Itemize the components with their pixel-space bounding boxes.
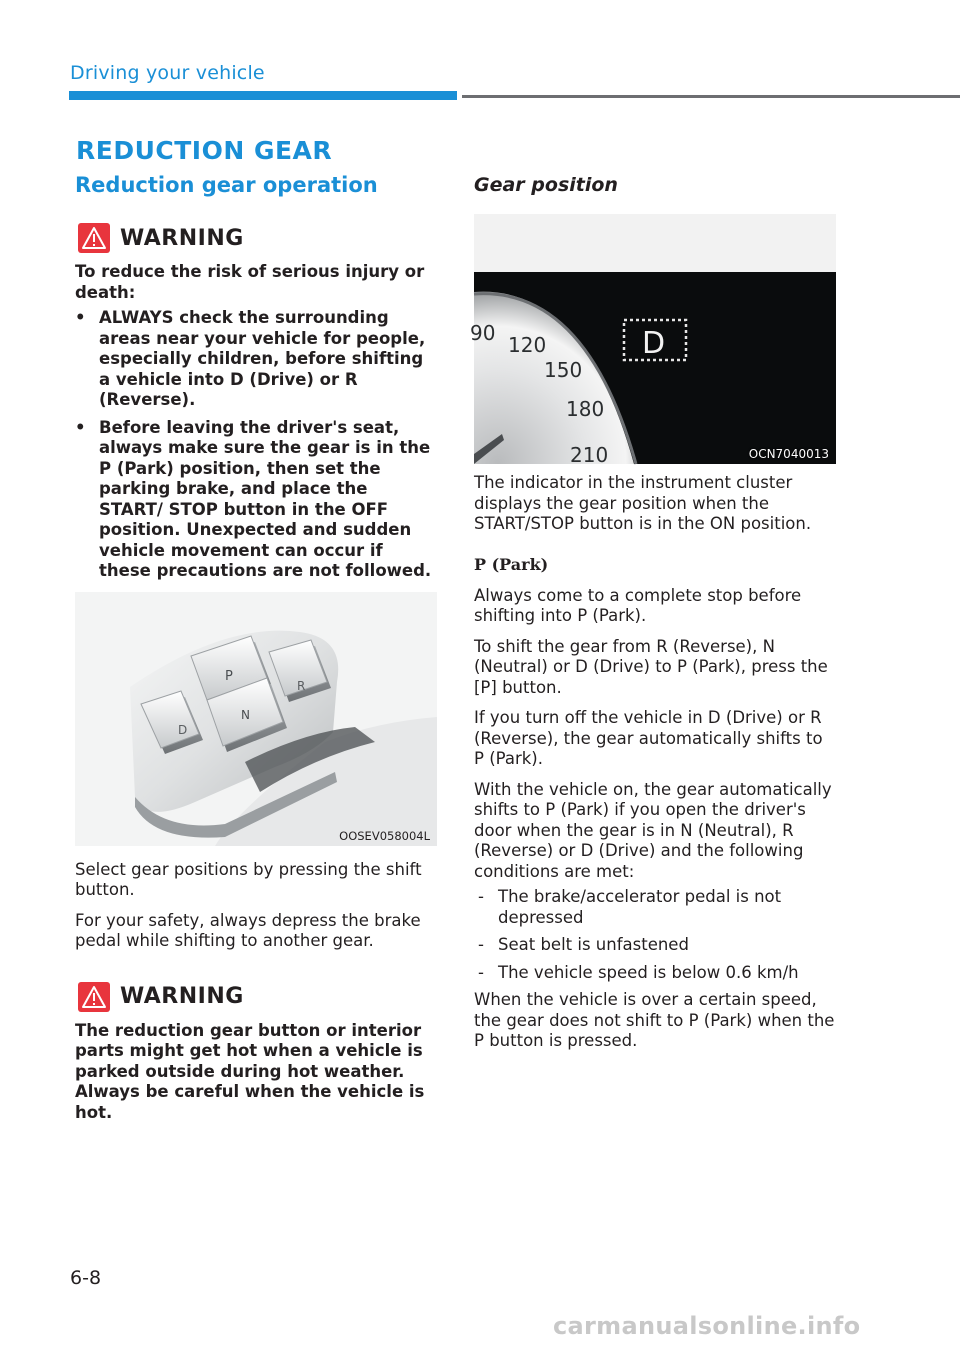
watermark: carmanualsonline.info xyxy=(553,1312,861,1340)
condition-item: - The brake/accelerator pedal is not depressed xyxy=(474,887,836,928)
subsection-title: Reduction gear operation xyxy=(75,173,378,197)
subsection-title: Gear position xyxy=(474,174,618,196)
right-column xyxy=(470,170,836,1052)
gear-button-photo xyxy=(75,592,437,846)
park-heading: P (Park) xyxy=(474,554,549,574)
gear-indicator: D xyxy=(642,326,666,361)
warning-label: WARNING xyxy=(120,225,244,251)
body-paragraph: To shift the gear from R (Reverse), N (Neutral) or D (Drive) to P (Park), press the [P] button. xyxy=(474,636,828,697)
body-paragraph: For your safety, always depress the brake pedal while shifting to another gear. xyxy=(75,910,421,950)
warning-text: The reduction gear button or interior parts might get hot when a vehicle is parked outside during hot weather. Always be careful when the vehicle is hot. xyxy=(75,1020,425,1122)
body-paragraph: The indicator in the instrument cluster displays the gear position when the START/STOP button is in the ON position. xyxy=(474,473,812,533)
gear-button-n-label: N xyxy=(241,707,250,722)
left-column xyxy=(75,170,437,1123)
body-paragraph: With the vehicle on, the gear automatically shifts to P (Park) if you open the driver's door when the gear is in N (Neutral), R (Reverse) or D (Drive) and the following conditions are met: xyxy=(474,779,832,881)
header-rule-gray xyxy=(462,95,960,98)
speed-label: 150 xyxy=(544,358,583,382)
warning-item: • Before leaving the driver's seat, always make sure the gear is in the P (Park) position, then set the parking brake, and place the START/ STOP button in the OFF position. Unexpected and sudden vehicle movement can occur if these precautions are not followed. xyxy=(75,418,437,582)
warning-item: • ALWAYS check the surrounding areas near your vehicle for people, especially children, before shifting a vehicle into D (Drive) or R (Reverse). xyxy=(75,308,437,411)
running-header: Driving your vehicle xyxy=(70,62,265,84)
body-paragraph: If you turn off the vehicle in D (Drive) or R (Reverse), the gear automatically shifts to P (Park). xyxy=(474,708,823,768)
warning-label: WARNING xyxy=(120,984,244,1009)
speed-label: 180 xyxy=(566,397,605,421)
warning-intro: To reduce the risk of serious injury or death: xyxy=(75,262,425,302)
page-number: 6-8 xyxy=(70,1267,102,1289)
gear-button-d-label: D xyxy=(178,722,188,737)
figure-code: OCN7040013 xyxy=(748,447,829,461)
instrument-cluster-photo xyxy=(470,214,836,467)
condition-item: - The vehicle speed is below 0.6 km/h xyxy=(474,963,836,984)
warning-triangle-icon xyxy=(78,223,110,253)
figure-code: OOSEV058004L xyxy=(339,828,430,843)
body-paragraph: When the vehicle is over a certain speed, the gear does not shift to P (Park) when the P button is pressed. xyxy=(474,990,835,1050)
speed-label: 120 xyxy=(508,333,547,357)
gear-button-r-label: R xyxy=(297,678,306,693)
body-paragraph: Select gear positions by pressing the shift button. xyxy=(75,859,422,899)
section-title: REDUCTION GEAR xyxy=(76,136,333,165)
warning-triangle-icon xyxy=(78,982,110,1012)
body-paragraph: Always come to a complete stop before shifting into P (Park). xyxy=(474,585,802,625)
warning-heading xyxy=(75,223,437,253)
condition-item: - Seat belt is unfastened xyxy=(474,935,836,956)
conditions-list xyxy=(474,887,836,983)
gear-button-p-label: P xyxy=(225,668,233,684)
speed-label: 90 xyxy=(470,321,496,345)
warning-list xyxy=(75,308,437,582)
warning-heading xyxy=(75,982,437,1012)
speed-label: 210 xyxy=(570,443,609,467)
header-rule-blue xyxy=(69,91,457,100)
